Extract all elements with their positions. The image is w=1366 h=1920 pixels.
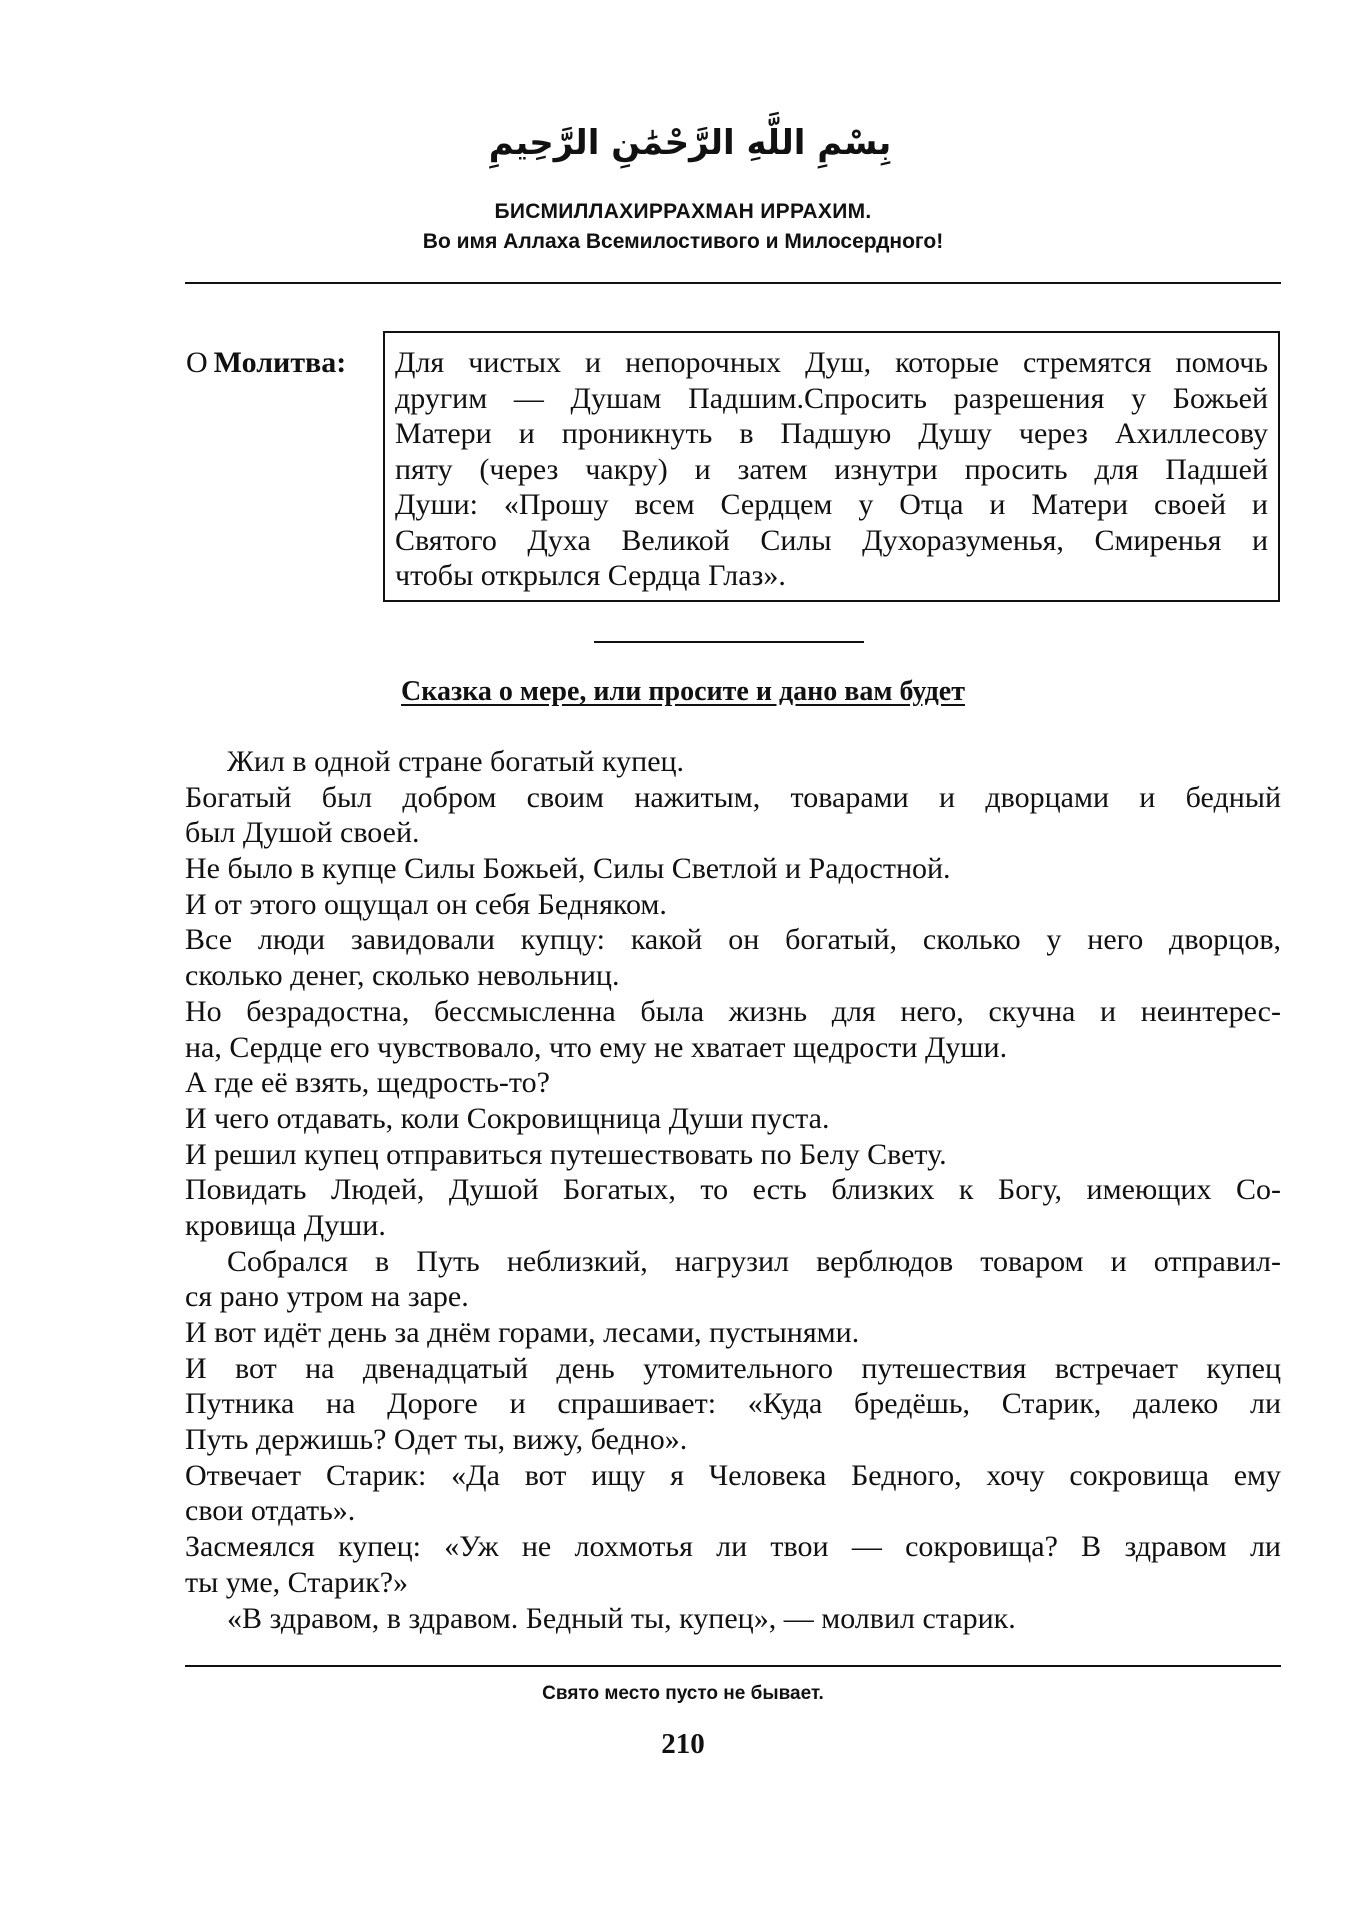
story-line: Путника на Дороге и спрашивает: «Куда бредёшь, Старик, далеко ли [185,1387,1281,1421]
story-line: сколько денег, сколько невольниц. [185,959,620,993]
section-divider [594,641,864,643]
story-line: Не было в купце Силы Божьей, Силы Светлой и Радостной. [185,852,951,886]
story-line: Но безрадостна, бессмысленна была жизнь для него, скучна и неинтерес- [185,994,1281,1028]
story-line: на, Сердце его чувствовало, что ему не хватает щедрости Души. [185,1030,1008,1064]
story-line: Жил в одной стране богатый купец. [227,745,685,778]
footer-proverb: Свято место пусто не бывает. [542,1683,824,1704]
prayer-label [186,346,346,380]
bottom-divider [185,1665,1281,1667]
story-line: И решил купец отправиться путешествовать по Белу Свету. [185,1137,947,1171]
prayer-line: Святого Духа Великой Силы Духоразуменья, Смиренья и [395,523,1268,557]
bismillah-calligraphy [488,92,892,182]
prayer-line: Для чистых и непорочных Душ, которые стремятся помочь [395,346,1268,379]
prayer-line: другим — Душам Падшим.Спросить разрешения у Божьей [395,381,1268,415]
story-line: ты уме, Старик?» [185,1565,409,1599]
story-line: был Душой своей. [185,816,420,850]
story-line: Путь держишь? Одет ты, вижу, бедно». [185,1423,688,1457]
story-line: Собрался в Путь неблизкий, нагрузил верблюдов товаром и отправил- [227,1244,1281,1278]
header-subtitle: Во имя Аллаха Всемилостивого и Милосердного! [422,230,944,253]
bismillah-arabic-text: بِسْمِ اللَّهِ الرَّحْمَٰنِ الرَّحِيمِ [488,123,892,163]
story-line: Отвечает Старик: «Да вот ищу я Человека Бедного, хочу сокровища ему [185,1458,1281,1492]
page-number: 210 [661,1728,705,1760]
prayer-line: Души: «Прошу всем Сердцем у Отца и Матери своей и [395,488,1268,521]
prayer-bullet: О [186,346,208,379]
story-line: Все люди завидовали купцу: какой он богатый, сколько у него дворцов, [185,923,1281,957]
story-line: Засмеялся купец: «Уж не лохмотья ли твои — сокровища? В здравом ли [185,1530,1281,1564]
prayer-box [383,331,1280,602]
story-line: «В здравом, в здравом. Бедный ты, купец», — молвил старик. [227,1601,1016,1635]
story-line: И от этого ощущал он себя Бедняком. [185,887,667,921]
prayer-line: пяту (через чакру) и затем изнутри просить для Падшей [395,452,1268,486]
prayer-line: Матери и проникнуть в Падшую Душу через Ахиллесову [395,417,1268,450]
story-line: ся рано утром на заре. [185,1280,469,1314]
story-line: свои отдать». [185,1494,356,1528]
story-line: И чего отдавать, коли Сокровищница Души пуста. [185,1101,830,1135]
story-line: И вот идёт день за днём горами, лесами, пустынями. [185,1316,860,1349]
story-body [185,744,1281,1636]
story-line: Богатый был добром своим нажитым, товарами и дворцами и бедный [185,780,1281,814]
prayer-label-text: Молитва: [213,346,347,379]
story-line: А где её взять, щедрость-то? [185,1066,550,1100]
story-line: И вот на двенадцатый день утомительного путешествия встречает купец [185,1351,1281,1385]
story-title: Сказка о мере, или просите и дано вам будет [401,676,965,707]
story-line: кровища Души. [185,1208,386,1242]
header-title: БИСМИЛЛАХИРРАХМАН ИРРАХИМ. [494,200,872,223]
prayer-line: чтобы открылся Сердца Глаз». [395,559,786,592]
top-divider [185,282,1281,284]
story-line: Повидать Людей, Душой Богатых, то есть близких к Богу, имеющих Со- [185,1173,1281,1207]
